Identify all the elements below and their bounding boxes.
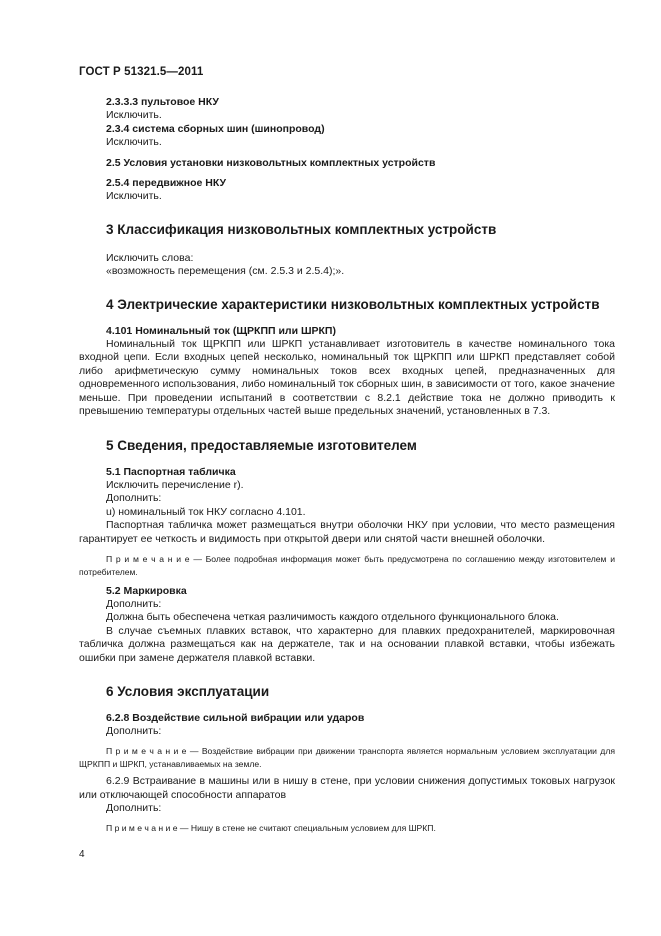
standard-header: ГОСТ Р 51321.5—2011	[79, 66, 204, 78]
note-block: П р и м е ч а н и е — Нишу в стене не считают специальным условием для ШРКП.	[106, 822, 436, 833]
note-block: П р и м е ч а н и е — Более подробная информация может быть предусмотрена по соглашению между изготовителем и потребителем.	[79, 553, 615, 577]
clause-paragraph: Номинальный ток ЩРКПП или ШРКП устанавливает изготовитель в качестве номинального тока входной цепи. Если входных цепей несколько, номинальный ток ЩРКПП или ШРКП представляет собой либо арифметическую сумму номинальных токов всех входных цепей, предназначенных для одновременного использования, либо номинальный ток сборных шин, в зависимости от того, какое значение меньше. При проведении испытаний в соответствии с 8.2.1 действие тока не должно приводить к превышению температуры отдельных частей выше предельных значений, установленных в 7.3.	[79, 338, 615, 418]
clause-2-3-3-3: 2.3.3.3 пультовое НКУ	[106, 96, 219, 108]
clause-text: «возможность перемещения (см. 2.5.3 и 2.5.4);».	[106, 265, 345, 278]
clause-4-101: 4.101 Номинальный ток (ЩРКПП или ШРКП)	[106, 324, 336, 337]
clause-text: Исключить.	[106, 136, 162, 149]
clause-6-2-9: 6.2.9 Встраивание в машины или в нишу в стене, при условии снижения допустимых токовых нагрузок или отключающей способности аппаратов	[79, 775, 615, 801]
document-body	[79, 94, 615, 834]
clause-2-3-4: 2.3.4 система сборных шин (шинопровод)	[106, 122, 325, 135]
clause-2-5: 2.5 Условия установки низковольтных комплектных устройств	[106, 156, 436, 169]
clause-text: Дополнить:	[106, 492, 162, 505]
clause-2-5-4: 2.5.4 передвижное НКУ	[106, 177, 227, 190]
section-6-heading: 6 Условия эксплуатации	[106, 683, 270, 699]
clause-paragraph: Паспортная табличка может размещаться внутри оболочки НКУ при условии, что место размещения гарантирует ее четкость и видимость при открытой двери или снятой части внешней оболочки.	[79, 519, 615, 545]
clause-5-1: 5.1 Паспортная табличка	[106, 465, 236, 478]
clause-text: Исключить.	[106, 190, 162, 203]
clause-text: Исключить слова:	[106, 251, 194, 264]
section-3-heading: 3 Классификация низковольтных комплектных устройств	[106, 221, 497, 237]
note-block: П р и м е ч а н и е — Воздействие вибрации при движении транспорта является нормальным условием эксплуатации для ЩРКПП и ШРКП, устанавливаемых на земле.	[79, 745, 615, 769]
clause-5-2: 5.2 Маркировка	[106, 584, 187, 597]
clause-text: Исключить.	[106, 109, 162, 122]
clause-text: Исключить перечисление r).	[106, 478, 244, 491]
clause-text: Дополнить:	[106, 597, 162, 610]
clause-paragraph: В случае съемных плавких вставок, что характерно для плавких предохранителей, маркировочная табличка должна размещаться как на держателе, так и на основании плавкой вставки, чтобы избежать ошибки при замене держателя плавкой вставки.	[79, 624, 615, 664]
clause-text: Дополнить:	[106, 725, 162, 738]
clause-text: u) номинальный ток НКУ согласно 4.101.	[106, 505, 306, 518]
clause-text: Дополнить:	[106, 802, 162, 815]
section-4-heading: 4 Электрические характеристики низковольтных комплектных устройств	[106, 296, 600, 312]
clause-6-2-8: 6.2.8 Воздействие сильной вибрации или ударов	[106, 711, 365, 724]
section-5-heading: 5 Сведения, предоставляемые изготовителем	[106, 437, 417, 453]
clause-paragraph: Должна быть обеспечена четкая различимость каждого отдельного функционального блока.	[106, 611, 559, 624]
page-number: 4	[79, 849, 85, 860]
